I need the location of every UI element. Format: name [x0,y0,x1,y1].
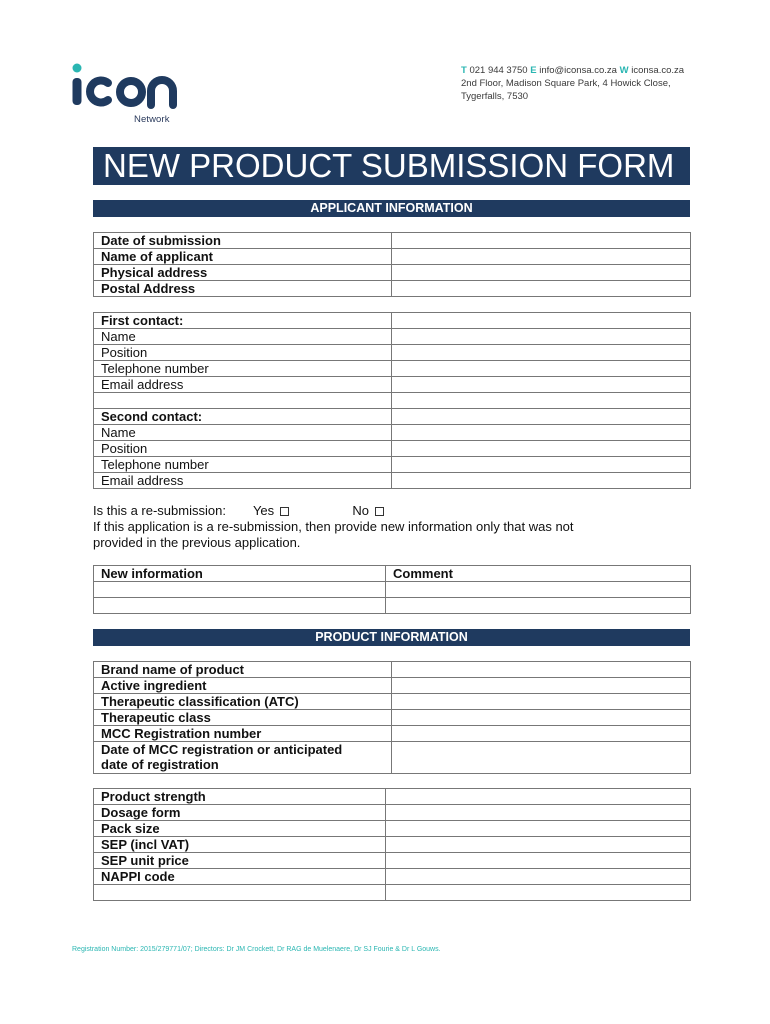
phone-text: 021 944 3750 [469,65,528,76]
table-header-row [94,566,691,582]
first-contact-name-field[interactable] [392,329,691,345]
field-label: Telephone number [94,457,392,473]
company-logo [68,62,188,128]
field-label: SEP (incl VAT) [94,837,386,853]
table-row [94,582,691,598]
field-label: Position [94,441,392,457]
new-information-field[interactable] [94,582,386,598]
table-row [94,233,691,249]
mcc-registration-number-field[interactable] [392,726,691,742]
table-row [94,598,691,614]
section-header-product: PRODUCT INFORMATION [93,629,690,646]
second-contact-heading: Second contact: [94,409,392,425]
field-label: Physical address [94,265,392,281]
field-label: Dosage form [94,805,386,821]
contacts-table [93,312,691,489]
footer-registration: Registration Number: 2015/279771/07; Directors: Dr JM Crockett, Dr RAG de Muelenaere, Dr SJ Fourie & Dr L Gouws. [72,946,441,953]
product-strength-field[interactable] [386,789,691,805]
active-ingredient-field[interactable] [392,678,691,694]
table-row [94,694,691,710]
field-label: SEP unit price [94,853,386,869]
resubmission-block [93,503,713,551]
table-row [94,726,691,742]
table-row [94,662,691,678]
field-label: Date of MCC registration or anticipated date of registration [94,742,392,774]
second-contact-name-field[interactable] [392,425,691,441]
table-row [94,409,691,425]
field-label: Postal Address [94,281,392,297]
first-contact-telephone-field[interactable] [392,361,691,377]
table-row [94,678,691,694]
table-row [94,473,691,489]
physical-address-field[interactable] [392,265,691,281]
table-row [94,457,691,473]
table-row [94,313,691,329]
nappi-code-field[interactable] [386,869,691,885]
field-label: Active ingredient [94,678,392,694]
second-contact-email-field[interactable] [392,473,691,489]
section-header-applicant: APPLICANT INFORMATION [93,200,690,217]
resubmission-question: Is this a re-submission: [93,503,226,518]
second-contact-telephone-field[interactable] [392,457,691,473]
resubmission-note-1: If this application is a re-submission, then provide new information only that was not [93,519,574,534]
table-row [94,345,691,361]
field-label: Pack size [94,821,386,837]
comment-field[interactable] [386,582,691,598]
new-information-header: New information [94,566,386,582]
table-row [94,742,691,774]
product-table-2 [93,788,691,901]
table-row [94,281,691,297]
website-link[interactable]: iconsa.co.za [631,65,685,76]
new-information-table [93,565,691,614]
address-line-2: Tygerfalls, 7530 [461,91,529,102]
table-row [94,710,691,726]
field-label: NAPPI code [94,869,386,885]
field-label: Date of submission [94,233,392,249]
field-label: Product strength [94,789,386,805]
table-row [94,837,691,853]
brand-name-field[interactable] [392,662,691,678]
yes-checkbox[interactable] [280,507,289,516]
table-row [94,265,691,281]
comment-header: Comment [386,566,691,582]
date-of-submission-field[interactable] [392,233,691,249]
resubmission-question-row [93,503,713,519]
logo-network-text: Network [134,114,170,125]
dosage-form-field[interactable] [386,805,691,821]
product-table-1 [93,661,691,774]
second-contact-position-field[interactable] [392,441,691,457]
field-label: Therapeutic class [94,710,392,726]
comment-field[interactable] [386,598,691,614]
contact-info [461,64,684,103]
contact-line-1: T 021 944 3750 E info@iconsa.co.za W iconsa.co.za [461,65,685,76]
field-label: Telephone number [94,361,392,377]
postal-address-field[interactable] [392,281,691,297]
field-label: Therapeutic classification (ATC) [94,694,392,710]
first-contact-email-field[interactable] [392,377,691,393]
field-label: Name [94,329,392,345]
table-row [94,377,691,393]
field-label: MCC Registration number [94,726,392,742]
table-row [94,441,691,457]
field-label: Brand name of product [94,662,392,678]
field-label: Name of applicant [94,249,392,265]
applicant-table [93,232,691,297]
sep-unit-price-field[interactable] [386,853,691,869]
pack-size-field[interactable] [386,821,691,837]
table-row [94,361,691,377]
table-row [94,869,691,885]
first-contact-position-field[interactable] [392,345,691,361]
icon-logo-mark [68,62,188,112]
table-row [94,789,691,805]
table-row [94,425,691,441]
mcc-registration-date-field[interactable] [392,742,691,774]
page-title: NEW PRODUCT SUBMISSION FORM [93,147,690,185]
no-label: No [352,503,370,518]
table-row [94,805,691,821]
therapeutic-class-field[interactable] [392,710,691,726]
field-label: Email address [94,377,392,393]
field-label: Email address [94,473,392,489]
applicant-name-field[interactable] [392,249,691,265]
field-label: Position [94,345,392,361]
table-row [94,853,691,869]
new-information-field[interactable] [94,598,386,614]
table-row [94,329,691,345]
email-link[interactable]: info@iconsa.co.za [539,65,617,76]
yes-label: Yes [252,503,275,518]
table-row [94,249,691,265]
no-checkbox[interactable] [375,507,384,516]
resubmission-note-2: provided in the previous application. [93,535,301,550]
field-label: Name [94,425,392,441]
table-row [94,885,691,901]
sep-incl-vat-field[interactable] [386,837,691,853]
table-row [94,393,691,409]
table-row [94,821,691,837]
address-line-1: 2nd Floor, Madison Square Park, 4 Howick Close, [461,78,671,89]
first-contact-heading: First contact: [94,313,392,329]
atc-classification-field[interactable] [392,694,691,710]
